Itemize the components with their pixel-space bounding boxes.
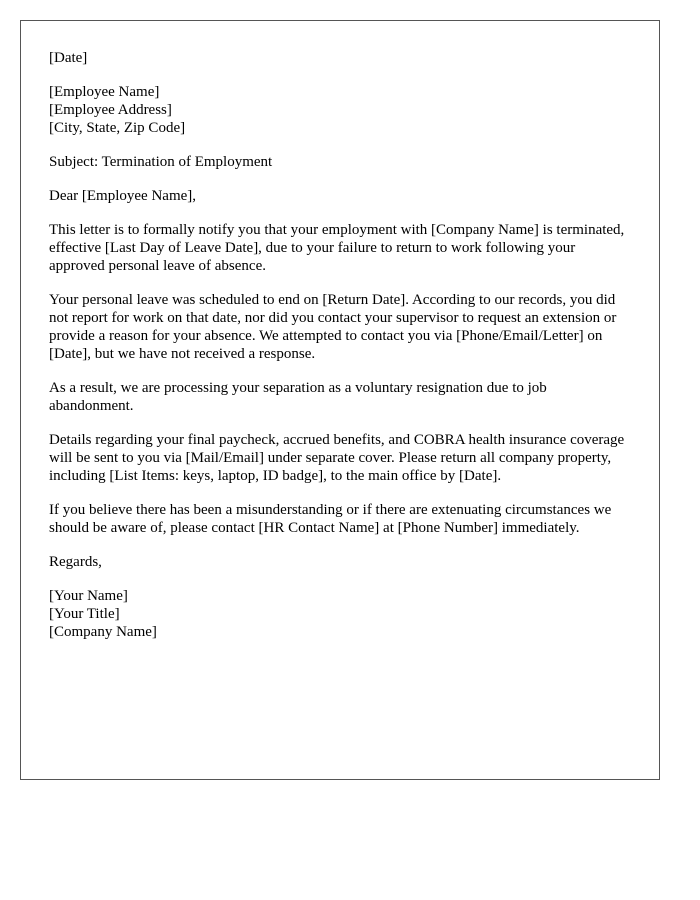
letter-subject: Subject: Termination of Employment: [49, 154, 273, 170]
recipient-address: [Employee Address]: [49, 102, 172, 118]
recipient-name: [Employee Name]: [49, 84, 160, 100]
signature-title: [Your Title]: [49, 606, 120, 622]
letter-body: [49, 49, 634, 657]
recipient-city-state-zip: [City, State, Zip Code]: [49, 120, 186, 136]
signature-block: [49, 587, 634, 641]
paragraph-contact: If you believe there has been a misunderstanding or if there are extenuating circumstances we should be aware of, please contact [HR Contact Name] at [Phone Number] immediately.: [49, 502, 612, 536]
letter-closing: Regards,: [49, 554, 102, 570]
recipient-block: [49, 83, 634, 137]
paragraph-leave-details: Your personal leave was scheduled to end on [Return Date]. According to our records, you did not report for work on that date, nor did you contact your supervisor to request an extension or provide a reason for your absence. We attempted to contact you via [Phone/Email/Letter] on [Date], but we have not received a response.: [49, 292, 617, 362]
paragraph-final-details: Details regarding your final paycheck, accrued benefits, and COBRA health insurance coverage will be sent to you via [Mail/Email] under separate cover. Please return all company property, including [List Items: keys, laptop, ID badge], to the main office by [Date].: [49, 432, 625, 484]
signature-company: [Company Name]: [49, 624, 157, 640]
paragraph-termination-notice: This letter is to formally notify you that your employment with [Company Name] is terminated, effective [Last Day of Leave Date], due to your failure to return to work following your approved personal leave of absence.: [49, 222, 625, 274]
letter-page: [20, 20, 660, 780]
signature-name: [Your Name]: [49, 588, 128, 604]
letter-date: [Date]: [49, 50, 88, 66]
letter-salutation: Dear [Employee Name],: [49, 188, 197, 204]
paragraph-resignation: As a result, we are processing your separation as a voluntary resignation due to job abandonment.: [49, 380, 547, 414]
